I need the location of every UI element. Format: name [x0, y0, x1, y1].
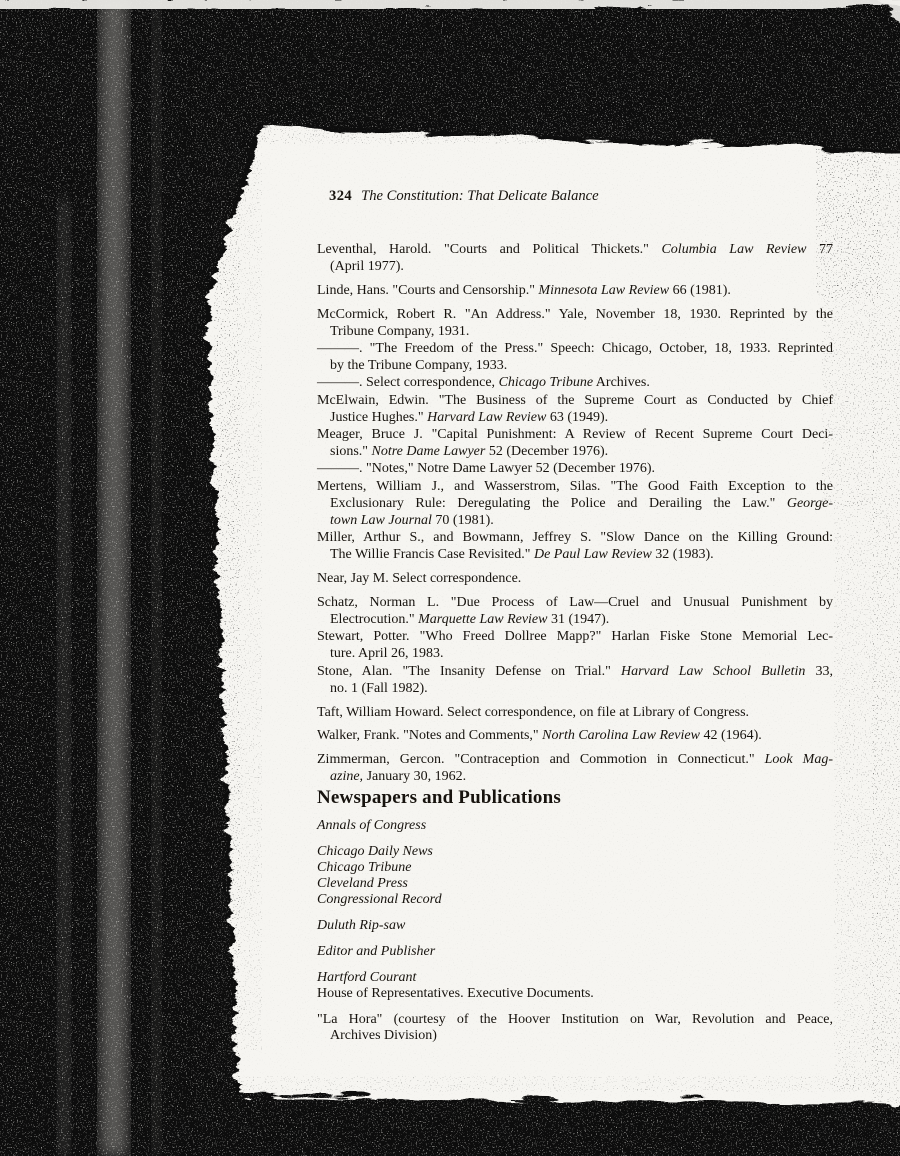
text-line — [317, 844, 833, 860]
entry-group — [317, 594, 833, 697]
book-title: The Constitution: That Delicate Balance — [361, 188, 599, 204]
text-line — [317, 986, 833, 1002]
entry-group — [317, 241, 833, 275]
text-line — [317, 409, 833, 426]
text-segment: McElwain, Edwin. "The Business of the Supreme Court as Conducted by Chief — [317, 392, 833, 408]
text-line — [317, 680, 833, 697]
entry — [317, 241, 833, 275]
text-line — [317, 611, 833, 628]
entry — [317, 944, 833, 960]
text-segment: 63 (1949). — [546, 409, 609, 425]
bibliography-list — [317, 241, 833, 785]
text-line — [317, 860, 833, 876]
text-line — [317, 570, 833, 587]
text-segment: Miller, Arthur S., and Bowmann, Jeffrey S. "Slow Dance on the Killing Ground: — [317, 530, 833, 546]
entry — [317, 986, 833, 1002]
entry-group — [317, 727, 833, 744]
text-line — [317, 258, 833, 275]
text-segment: ———. Select correspondence, — [317, 375, 499, 391]
entry-group — [317, 751, 833, 785]
entry — [317, 529, 833, 563]
page-content — [317, 188, 833, 1044]
text-line — [317, 1028, 833, 1044]
entry-group — [317, 844, 833, 908]
entry-group — [317, 570, 833, 587]
entry-group — [317, 944, 833, 960]
text-segment: 66 (1981). — [669, 282, 731, 298]
entry-group — [317, 970, 833, 1002]
text-segment: ture. April 26, 1983. — [330, 646, 444, 662]
entry-group — [317, 918, 833, 934]
text-segment: 70 (1981). — [431, 513, 494, 529]
entry — [317, 876, 833, 892]
entry — [317, 570, 833, 587]
text-segment: Justice Hughes." — [330, 409, 428, 425]
text-line — [317, 340, 833, 357]
text-segment: ———. "Notes," Notre Dame Lawyer 52 (December 1976). — [317, 461, 655, 477]
text-line — [317, 645, 833, 662]
italic-segment: Congressional Record — [317, 892, 442, 908]
entry — [317, 844, 833, 860]
italic-segment: town Law Journal — [330, 513, 432, 529]
entry — [317, 628, 833, 662]
italic-segment: Harvard Law School Bulletin — [620, 663, 806, 679]
entry — [317, 751, 833, 785]
text-line — [317, 727, 833, 744]
section-heading: Newspapers and Publications — [317, 787, 561, 809]
entry — [317, 663, 833, 697]
text-line — [317, 426, 833, 443]
italic-segment: George- — [786, 495, 833, 511]
italic-segment: Marquette Law Review — [418, 612, 548, 628]
text-line — [317, 241, 833, 258]
italic-segment: Chicago Tribune — [498, 375, 594, 391]
page-number: 324 — [329, 188, 353, 204]
text-segment: 33, — [805, 663, 833, 679]
text-line — [317, 918, 833, 934]
entry — [317, 478, 833, 530]
text-line — [317, 546, 833, 563]
italic-segment: azine, — [330, 769, 364, 785]
text-segment: Schatz, Norman L. "Due Process of Law—Cruel and Unusual Punishment by — [317, 594, 833, 610]
entry — [317, 392, 833, 426]
text-segment: 42 (1964). — [699, 728, 762, 744]
italic-segment: De Paul Law Review — [533, 547, 652, 563]
text-line — [317, 460, 833, 477]
text-segment: Zimmerman, Gercon. "Contraception and Commotion in Connecticut." — [317, 751, 765, 767]
text-segment: 31 (1947). — [547, 612, 610, 628]
italic-segment: Editor and Publisher — [317, 944, 436, 960]
entry — [317, 306, 833, 340]
entry — [317, 970, 833, 986]
text-segment: 52 (December 1976). — [485, 444, 609, 460]
text-segment: Stone, Alan. "The Insanity Defense on Trial." — [317, 663, 621, 679]
text-line — [317, 892, 833, 908]
italic-segment: Harvard Law Review — [427, 409, 547, 425]
italic-segment: Hartford Courant — [317, 970, 417, 986]
text-segment: Near, Jay M. Select correspondence. — [317, 571, 522, 587]
text-line — [317, 392, 833, 409]
italic-segment: Minnesota Law Review — [538, 282, 670, 298]
italic-segment: Annals of Congress — [317, 818, 427, 834]
entry — [317, 374, 833, 391]
text-segment: Linde, Hans. "Courts and Censorship." — [317, 282, 539, 298]
text-segment: January 30, 1962. — [363, 769, 467, 785]
text-line — [317, 970, 833, 986]
text-segment: 32 (1983). — [651, 547, 714, 563]
text-line — [317, 944, 833, 960]
text-segment: Taft, William Howard. Select correspondence, on file at Library of Congress. — [317, 704, 750, 720]
text-segment: Leventhal, Harold. "Courts and Political Thickets." — [317, 242, 662, 257]
entry-group — [317, 1012, 833, 1044]
text-line — [317, 323, 833, 340]
entry — [317, 426, 833, 460]
text-segment: (April 1977). — [330, 259, 404, 275]
running-header — [317, 188, 833, 205]
publications-list — [317, 818, 833, 1044]
text-line — [317, 374, 833, 391]
text-segment: The Willie Francis Case Revisited." — [330, 547, 534, 563]
text-line — [317, 1012, 833, 1028]
text-segment: Meager, Bruce J. "Capital Punishment: A Review of Recent Supreme Court Deci- — [317, 427, 833, 443]
text-segment: Tribune Company, 1931. — [330, 323, 470, 339]
text-line — [317, 751, 833, 768]
text-segment: by the Tribune Company, 1933. — [330, 358, 508, 374]
text-segment: Archives Division) — [330, 1028, 437, 1044]
text-line — [317, 478, 833, 495]
text-segment: 77 — [806, 242, 834, 257]
text-line — [317, 768, 833, 785]
entry — [317, 1012, 833, 1044]
text-line — [317, 663, 833, 680]
text-segment: House of Representatives. Executive Documents. — [317, 986, 594, 1002]
text-line — [317, 818, 833, 834]
text-line — [317, 704, 833, 721]
text-line — [317, 628, 833, 645]
entry-group — [317, 818, 833, 834]
text-segment: Electrocution." — [330, 612, 419, 628]
entry — [317, 282, 833, 299]
entry — [317, 860, 833, 876]
text-segment: ———. "The Freedom of the Press." Speech: Chicago, October, 18, 1933. Reprinted — [317, 341, 833, 357]
text-segment: Exclusionary Rule: Deregulating the Police and Derailing the Law." — [330, 495, 787, 511]
text-line — [317, 357, 833, 374]
italic-segment: Chicago Tribune — [317, 860, 412, 876]
entry — [317, 340, 833, 374]
entry — [317, 460, 833, 477]
text-line — [317, 306, 833, 323]
italic-segment: Notre Dame Lawyer — [371, 444, 486, 460]
text-line — [317, 876, 833, 892]
text-segment: no. 1 (Fall 1982). — [330, 680, 428, 696]
text-segment: "La Hora" (courtesy of the Hoover Institution on War, Revolution and Peace, — [317, 1012, 833, 1028]
text-segment: Walker, Frank. "Notes and Comments," — [317, 728, 543, 744]
italic-segment: North Carolina Law Review — [542, 728, 700, 744]
text-line — [317, 443, 833, 460]
text-segment: Mertens, William J., and Wasserstrom, Silas. "The Good Faith Exception to the — [317, 478, 833, 494]
text-line — [317, 529, 833, 546]
text-segment: sions." — [330, 444, 372, 460]
entry — [317, 594, 833, 628]
text-line — [317, 282, 833, 299]
entry-group — [317, 704, 833, 721]
text-line — [317, 594, 833, 611]
text-line — [317, 495, 833, 512]
entry-group — [317, 282, 833, 299]
italic-segment: Columbia Law Review — [661, 242, 807, 257]
entry-group — [317, 306, 833, 564]
text-segment: McCormick, Robert R. "An Address." Yale, November 18, 1930. Reprinted by the — [317, 306, 833, 322]
text-segment: Stewart, Potter. "Who Freed Dollree Mapp?" Harlan Fiske Stone Memorial Lec- — [317, 629, 833, 645]
italic-segment: Cleveland Press — [317, 876, 408, 892]
entry — [317, 918, 833, 934]
entry — [317, 727, 833, 744]
entry — [317, 704, 833, 721]
italic-segment: Duluth Rip-saw — [317, 918, 406, 934]
italic-segment: Look Mag- — [764, 751, 833, 767]
entry — [317, 892, 833, 908]
entry — [317, 818, 833, 834]
text-segment: Archives. — [593, 375, 650, 391]
text-line — [317, 512, 833, 529]
italic-segment: Chicago Daily News — [317, 844, 433, 860]
